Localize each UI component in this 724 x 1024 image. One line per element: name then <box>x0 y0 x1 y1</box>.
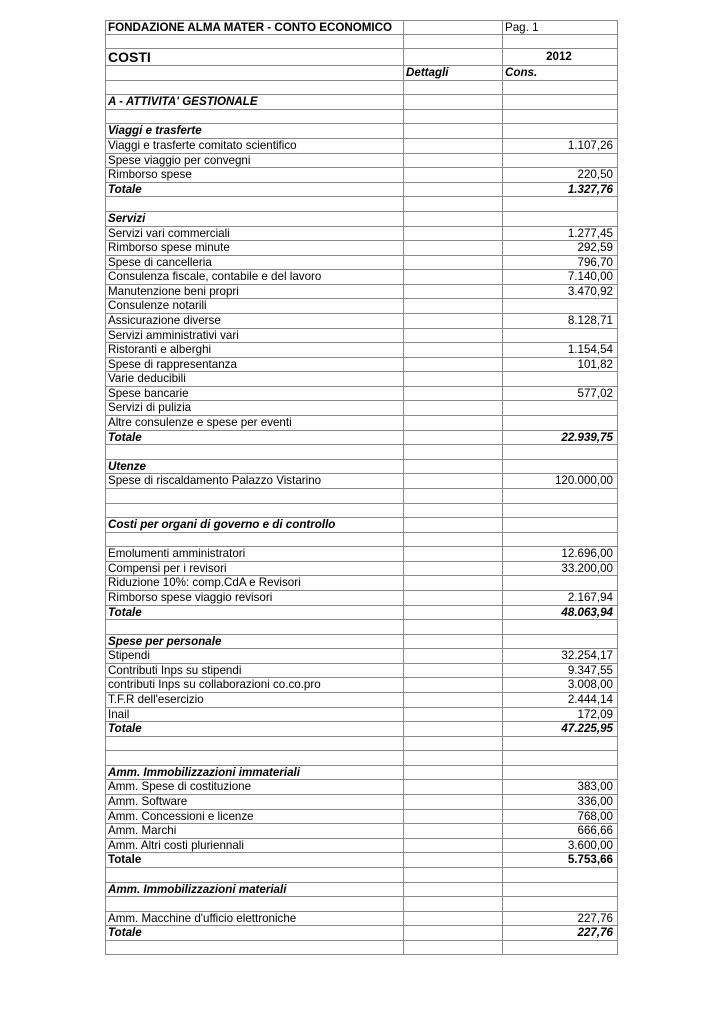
spacer-row <box>105 197 618 212</box>
personale-heading: Spese per personale <box>105 635 403 649</box>
total-row <box>105 183 618 198</box>
row-label: Amm. Software <box>105 795 403 809</box>
spacer-row <box>105 751 618 766</box>
spacer-row <box>105 533 618 548</box>
table-row <box>105 591 618 606</box>
row-label: Consulenza fiscale, contabile e del lavoro <box>105 270 403 284</box>
spacer-row <box>105 737 618 752</box>
total-value: 1.327,76 <box>502 183 618 197</box>
total-row <box>105 722 618 737</box>
row-label: Viaggi e trasferte comitato scientifico <box>105 139 403 153</box>
header-row <box>105 20 618 35</box>
table-row <box>105 329 618 344</box>
group-heading-row <box>105 635 618 650</box>
row-label: Altre consulenze e spese per eventi <box>105 416 403 430</box>
total-label: Totale <box>105 431 403 445</box>
row-value: 32.254,17 <box>502 649 618 663</box>
spacer-row <box>105 620 618 635</box>
row-value: 7.140,00 <box>502 270 618 284</box>
row-label: Rimborso spese <box>105 168 403 182</box>
costi-title: COSTI <box>105 49 403 65</box>
row-value <box>502 416 618 430</box>
row-label: Servizi di pulizia <box>105 401 403 415</box>
table-row <box>105 708 618 723</box>
table-row <box>105 678 618 693</box>
table-row <box>105 839 618 854</box>
table-row <box>105 824 618 839</box>
row-label: Varie deducibili <box>105 372 403 386</box>
page-number: Pag. 1 <box>502 21 618 34</box>
table-row <box>105 912 618 927</box>
servizi-heading: Servizi <box>105 212 403 226</box>
row-value: 8.128,71 <box>502 314 618 328</box>
row-value: 1.107,26 <box>502 139 618 153</box>
row-label: Stipendi <box>105 649 403 663</box>
row-label: Amm. Spese di costituzione <box>105 780 403 794</box>
total-value: 47.225,95 <box>502 722 618 736</box>
row-value <box>502 401 618 415</box>
section-a-row <box>105 95 618 110</box>
table-row <box>105 343 618 358</box>
row-value: 3.470,92 <box>502 285 618 299</box>
total-value: 48.063,94 <box>502 606 618 620</box>
table-row <box>105 664 618 679</box>
row-label: Amm. Altri costi pluriennali <box>105 839 403 853</box>
row-label: Spese viaggio per convegni <box>105 154 403 168</box>
group-heading-row <box>105 460 618 475</box>
row-value: 292,59 <box>502 241 618 255</box>
table-row <box>105 562 618 577</box>
table-row <box>105 241 618 256</box>
total-row <box>105 606 618 621</box>
utenze-heading: Utenze <box>105 460 403 474</box>
spacer-row <box>105 35 618 50</box>
row-value: 9.347,55 <box>502 664 618 678</box>
table-row <box>105 387 618 402</box>
total-label: Totale <box>105 926 403 940</box>
document-title: FONDAZIONE ALMA MATER - CONTO ECONOMICO <box>105 21 403 34</box>
row-label: Spese di rappresentanza <box>105 358 403 372</box>
row-value: 1.277,45 <box>502 227 618 241</box>
row-value: 666,66 <box>502 824 618 838</box>
row-value: 2.167,94 <box>502 591 618 605</box>
row-label: Servizi amministrativi vari <box>105 329 403 343</box>
total-label: Totale <box>105 606 403 620</box>
table-row <box>105 795 618 810</box>
group-heading-row <box>105 212 618 227</box>
group-heading-row <box>105 518 618 533</box>
total-label: Totale <box>105 722 403 736</box>
row-label: Compensi per i revisori <box>105 562 403 576</box>
spacer-row <box>105 81 618 96</box>
table-row <box>105 299 618 314</box>
row-value <box>502 372 618 386</box>
costi-row <box>105 49 618 66</box>
group-heading-row <box>105 124 618 139</box>
spacer-row <box>105 897 618 912</box>
row-value: 3.600,00 <box>502 839 618 853</box>
table-row <box>105 474 618 489</box>
row-value: 383,00 <box>502 780 618 794</box>
spacer-row <box>105 868 618 883</box>
year-label: 2012 <box>502 49 618 65</box>
row-value: 220,50 <box>502 168 618 182</box>
total-label: Totale <box>105 183 403 197</box>
table-row <box>105 139 618 154</box>
spacer-row <box>105 941 618 956</box>
total-value: 227,76 <box>502 926 618 940</box>
group-heading-row <box>105 883 618 898</box>
total-label: Totale <box>105 853 403 867</box>
income-statement-sheet <box>105 20 618 955</box>
materiali-heading: Amm. Immobilizzazioni materiali <box>105 883 403 897</box>
spacer-row <box>105 110 618 125</box>
row-value: 2.444,14 <box>502 693 618 707</box>
row-value: 336,00 <box>502 795 618 809</box>
total-value: 22.939,75 <box>502 431 618 445</box>
column-header-row <box>105 66 618 81</box>
table-row <box>105 372 618 387</box>
total-row <box>105 926 618 941</box>
row-value <box>502 576 618 590</box>
row-value: 3.008,00 <box>502 678 618 692</box>
row-value: 1.154,54 <box>502 343 618 357</box>
table-row <box>105 154 618 169</box>
table-row <box>105 693 618 708</box>
table-row <box>105 649 618 664</box>
table-row <box>105 168 618 183</box>
row-value: 33.200,00 <box>502 562 618 576</box>
total-value: 5.753,66 <box>502 853 618 867</box>
row-value: 120.000,00 <box>502 474 618 488</box>
row-label: Riduzione 10%: comp.CdA e Revisori <box>105 576 403 590</box>
row-label: Manutenzione beni propri <box>105 285 403 299</box>
row-value: 796,70 <box>502 256 618 270</box>
row-value: 577,02 <box>502 387 618 401</box>
row-label: Inail <box>105 708 403 722</box>
table-row <box>105 314 618 329</box>
row-label: Amm. Concessioni e licenze <box>105 810 403 824</box>
row-label: Ristoranti e alberghi <box>105 343 403 357</box>
table-row <box>105 576 618 591</box>
total-row <box>105 853 618 868</box>
table-row <box>105 270 618 285</box>
row-label: Emolumenti amministratori <box>105 547 403 561</box>
table-row <box>105 358 618 373</box>
viaggi-heading: Viaggi e trasferte <box>105 124 403 138</box>
row-label: Consulenze notarili <box>105 299 403 313</box>
row-label: Spese di cancelleria <box>105 256 403 270</box>
row-label: Assicurazione diverse <box>105 314 403 328</box>
organi-heading: Costi per organi di governo e di controllo <box>105 518 403 532</box>
table-row <box>105 285 618 300</box>
total-row <box>105 431 618 446</box>
row-value <box>502 299 618 313</box>
row-label: Rimborso spese viaggio revisori <box>105 591 403 605</box>
row-label: Servizi vari commerciali <box>105 227 403 241</box>
row-value <box>502 154 618 168</box>
table-row <box>105 256 618 271</box>
table-row <box>105 416 618 431</box>
spacer-row <box>105 489 618 504</box>
table-row <box>105 227 618 242</box>
row-label: Spese di riscaldamento Palazzo Vistarino <box>105 474 403 488</box>
spacer-row <box>105 445 618 460</box>
row-value: 172,09 <box>502 708 618 722</box>
table-row <box>105 810 618 825</box>
table-row <box>105 547 618 562</box>
row-label: Amm. Marchi <box>105 824 403 838</box>
row-label: Contributi Inps su stipendi <box>105 664 403 678</box>
row-value: 12.696,00 <box>502 547 618 561</box>
spacer-row <box>105 504 618 519</box>
table-row <box>105 780 618 795</box>
row-value: 101,82 <box>502 358 618 372</box>
row-label: contributi Inps su collaborazioni co.co.pro <box>105 678 403 692</box>
row-label: Amm. Macchine d'ufficio elettroniche <box>105 912 403 926</box>
row-label: T.F.R dell'esercizio <box>105 693 403 707</box>
group-heading-row <box>105 766 618 781</box>
column-cons: Cons. <box>502 66 618 80</box>
row-value: 227,76 <box>502 912 618 926</box>
row-label: Rimborso spese minute <box>105 241 403 255</box>
row-value <box>502 329 618 343</box>
section-a-heading: A - ATTIVITA' GESTIONALE <box>105 95 403 109</box>
row-label: Spese bancarie <box>105 387 403 401</box>
table-row <box>105 401 618 416</box>
column-dettagli: Dettagli <box>403 66 502 80</box>
immateriali-heading: Amm. Immobilizzazioni immateriali <box>105 766 403 780</box>
row-value: 768,00 <box>502 810 618 824</box>
